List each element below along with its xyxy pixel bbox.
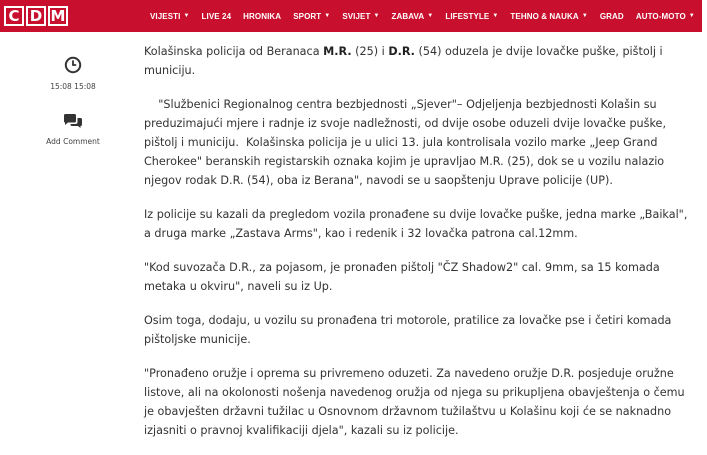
article-meta-sidebar	[28, 56, 118, 146]
article-paragraph: Osim toga, dodaju, u vozilu su pronađena tri motorole, pratilice za lovačke pse i četiri komada pištoljske municije.	[144, 314, 672, 346]
clock-icon	[64, 56, 82, 74]
nav-item-sport[interactable]	[293, 12, 330, 21]
nav-item-hronika[interactable]	[243, 12, 281, 21]
add-comment-label: Add Comment	[46, 137, 100, 146]
article-paragraph: "Službenici Regionalnog centra bezbjednosti „Sjever"– Odjeljenja bezbjednosti Kolašin su preduzimajući mjere i radnje iz svoje nadležnosti, od dvije osobe oduzeli dvije lovačke puške, pištolj i municiju. Kolašinska policija je u ulici 13. jula kontrolisala vozilo marke „Jeep Grand Cherokee" beranskih registarskih oznaka kojim je upravljao M.R. (25), dok se u vozilu nalazio njegov rodak D.R. (54), oba iz Berana", navodi se u saopštenju Uprave policije (UP).	[144, 98, 670, 187]
caret-down-icon: ▼	[581, 13, 588, 19]
nav-item-label: LIFESTYLE	[445, 11, 490, 21]
publish-time: 15:08 15:08	[50, 82, 96, 91]
main-menu	[150, 0, 707, 32]
nav-item-lifestyle[interactable]	[445, 12, 498, 21]
nav-item-label: SPORT	[293, 11, 322, 21]
paragraph-text: (25) i	[351, 45, 389, 58]
nav-item-label: VIJESTI	[150, 11, 181, 21]
nav-item-label: HRONIKA	[243, 11, 282, 21]
nav-item-label: SVIJET	[342, 11, 371, 21]
add-comment-button[interactable]	[28, 113, 118, 146]
article-body	[144, 42, 696, 455]
logo-letter-c: C	[4, 6, 24, 26]
caret-down-icon: ▼	[492, 13, 499, 19]
nav-item-label: TEHNO & NAUKA	[510, 11, 579, 21]
article-paragraph: "Kod suvozača D.R., za pojasom, je pronađen pištolj "ČZ Shadow2" cal. 9mm, sa 15 komada metaka u okviru", naveli su iz Up.	[144, 261, 660, 293]
nav-item-svijet[interactable]	[342, 12, 379, 21]
nav-item-auto-moto[interactable]	[636, 12, 695, 21]
nav-item-label: AUTO-MOTO	[635, 11, 686, 21]
suspect-initials: M.R.	[323, 45, 352, 58]
logo-letter-d: D	[26, 6, 46, 26]
nav-item-live-24[interactable]	[202, 12, 232, 21]
nav-item-vijesti[interactable]	[150, 12, 190, 21]
caret-down-icon: ▼	[183, 13, 190, 19]
nav-item-label: GRAD	[599, 11, 624, 21]
article-paragraph	[144, 42, 696, 80]
paragraph-text: Kolašinska policija od Beranaca	[144, 45, 324, 58]
speech-bubbles-icon	[62, 113, 84, 129]
caret-down-icon: ▼	[427, 13, 434, 19]
nav-item-tehno-nauka[interactable]	[510, 12, 587, 21]
caret-down-icon: ▼	[324, 13, 331, 19]
article-paragraph: Iz policije su kazali da pregledom vozila pronađene su dvije lovačke puške, jedna marke „Baikal", a druga marke „Zastava Arms", kao i redenik i 32 lovačka patrona cal.12mm.	[144, 208, 688, 240]
paragraph-text: (54) oduzela je dvije lovačke puške, pištolj i municiju.	[144, 45, 663, 77]
nav-item-label: LIVE 24	[201, 11, 232, 21]
nav-item-label: ZABAVA	[391, 11, 425, 21]
suspect-initials: D.R.	[388, 45, 415, 58]
nav-item-zabava[interactable]	[392, 12, 434, 21]
logo-letter-m: M	[48, 6, 68, 26]
nav-item-grad[interactable]	[600, 12, 624, 21]
caret-down-icon: ▼	[688, 13, 695, 19]
caret-down-icon: ▼	[373, 13, 380, 19]
article-paragraph: "Pronađeno oružje i oprema su privremeno oduzeti. Za navedeno oružje D.R. posjeduje oružne listove, ali na okolonosti nošenja navedenog oružja od njega su prikupljena obavještenja o čemu je obavješten državni tužilac u Osnovnom državnom tužilaštvu u Kolašinu koji će se naknadno izjasniti o pravnoj kvalifikaciji djela", kazali su iz policije.	[144, 367, 685, 437]
site-logo[interactable]	[4, 6, 68, 26]
top-navigation-bar	[0, 0, 702, 32]
